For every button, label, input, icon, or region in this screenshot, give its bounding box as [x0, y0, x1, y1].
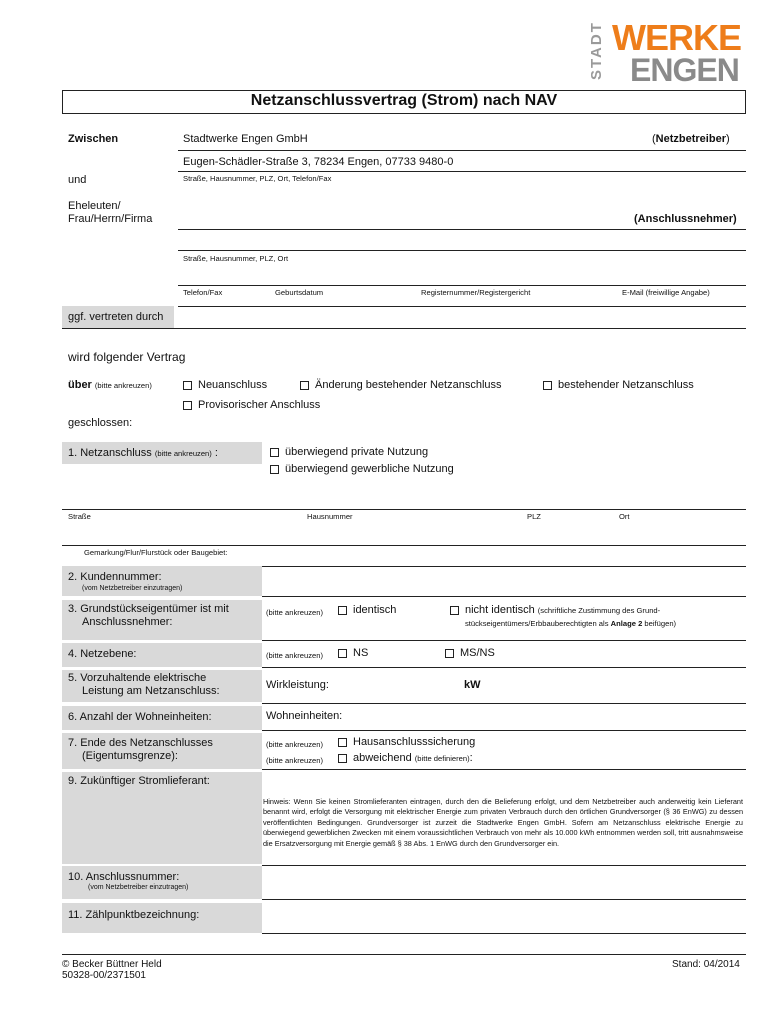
row4-label: 4. Netzebene:: [68, 648, 137, 660]
zwischen-label: Zwischen: [68, 133, 119, 145]
row10-label: 10. Anschlussnummer:: [68, 871, 180, 883]
row3-label-b: Anschlussnehmer:: [82, 616, 173, 628]
row2-label: 2. Kundennummer:: [68, 571, 162, 583]
wirkleistung-label: Wirkleistung:: [266, 679, 329, 691]
caption-email: E-Mail (freiwillige Angabe): [622, 288, 710, 297]
row3-label-a: 3. Grundstückseigentümer ist mit: [68, 603, 229, 615]
checkbox-identisch[interactable]: [338, 606, 347, 615]
row7-label-a: 7. Ende des Netzanschlusses: [68, 737, 213, 749]
hinweis-text: Hinweis: Wenn Sie keinen Stromlieferanten eintragen, durch den die Belieferung erfolgt, und dem Netzbetreiber auch anderweitig kein Lieferant benannt wird, erfolgt die Versorgung mit elektrischer Energie zum privaten Verbrauch durch den örtlichen Grundversorger (§ 36 EnWG) zu dessen veröffentlichten Bedingungen. Grundversorger ist zurzeit die Stadtwerke Engen GmbH. Sofern am Netzanschluss elektrische Energie zu überwiegend gewerblichen Zwecken mit einem voraussichtlichen Verbrauch von mehr als 10.000 kWh entnommen werden soll, tritt ausnahmsweise die Ersatzversorgung mit Energie gemäß § 38 Abs. 1 EnWG durch den Grundversorger ein.: [263, 797, 743, 848]
row5-label-b: Leistung am Netzanschluss:: [82, 685, 220, 697]
anschlussnehmer-role: (Anschlussnehmer): [634, 213, 737, 225]
checkbox-abweichend[interactable]: [338, 754, 347, 763]
checkbox-gewerblich[interactable]: [270, 465, 279, 474]
footer-stand: Stand: 04/2014: [672, 959, 740, 970]
und-label: und: [68, 174, 87, 186]
title-box: [62, 90, 746, 114]
opt-nicht-identisch: nicht identisch (schriftliche Zustimmung des Grund-: [465, 604, 661, 616]
logo-stadt: STADT: [588, 21, 605, 80]
kw-unit: kW: [464, 679, 481, 691]
address-field[interactable]: [62, 509, 746, 510]
anschlussnehmer-name-field[interactable]: [178, 229, 746, 230]
opt-hausanschluss: Hausanschlusssicherung: [353, 736, 476, 748]
ueber-label: über (bitte ankreuzen): [68, 379, 152, 391]
logo-engen: ENGEN: [630, 52, 739, 88]
row3-hint: (bitte ankreuzen): [266, 608, 323, 617]
footer-docnum: 50328-00/2371501: [62, 970, 146, 981]
caption-geburtsdatum: Geburtsdatum: [275, 288, 324, 297]
opt-gewerblich: überwiegend gewerbliche Nutzung: [285, 463, 454, 475]
cap-strasse: Straße: [68, 512, 91, 521]
row4-hint: (bitte ankreuzen): [266, 651, 323, 660]
gemarkung-field[interactable]: [62, 545, 746, 546]
checkbox-provisorisch[interactable]: [183, 401, 192, 410]
zaehlpunkt-field[interactable]: [264, 901, 744, 931]
checkbox-aenderung[interactable]: [300, 381, 309, 390]
anschlussnehmer-address-field[interactable]: [178, 250, 746, 251]
row9-label: 9. Zukünftiger Stromlieferant:: [68, 775, 210, 787]
cap-ort: Ort: [619, 512, 630, 521]
checkbox-msns[interactable]: [445, 649, 454, 658]
row10-sub: (vom Netzbetreiber einzutragen): [88, 884, 189, 891]
row7-label-b: (Eigentumsgrenze):: [82, 750, 178, 762]
anschlussnehmer-address-caption: Straße, Hausnummer, PLZ, Ort: [183, 254, 289, 263]
logo-werke: WERKE: [612, 17, 741, 58]
caption-telefon: Telefon/Fax: [183, 288, 223, 297]
vertreten-field[interactable]: [62, 328, 746, 329]
netzbetreiber-address: Eugen-Schädler-Straße 3, 78234 Engen, 07733 9480-0: [183, 156, 454, 168]
netzbetreiber-role: (Netzbetreiber): [652, 133, 730, 145]
footer-copyright: © Becker Büttner Held: [62, 959, 162, 970]
address-caption: Straße, Hausnummer, PLZ, Ort, Telefon/Fax: [183, 174, 332, 183]
row2-sub: (vom Netzbetreiber einzutragen): [82, 585, 183, 592]
row5-label-a: 5. Vorzuhaltende elektrische: [68, 672, 207, 684]
opt-identisch: identisch: [353, 604, 397, 616]
checkbox-hausanschluss[interactable]: [338, 738, 347, 747]
row7-hint2: (bitte ankreuzen): [266, 756, 323, 765]
row6-label: 6. Anzahl der Wohneinheiten:: [68, 711, 212, 723]
wohneinheiten-label: Wohneinheiten:: [266, 710, 343, 722]
kundennummer-field[interactable]: [264, 568, 744, 594]
opt-provisorisch: Provisorischer Anschluss: [198, 399, 321, 411]
vertreten-label: ggf. vertreten durch: [68, 311, 164, 323]
caption-register: Registernummer/Registergericht: [421, 288, 531, 297]
footer-divider: [62, 954, 746, 955]
anschlussnummer-field[interactable]: [264, 867, 744, 897]
contract-intro: wird folgender Vertrag: [68, 350, 186, 364]
eheleute-label: Eheleuten/: [68, 200, 121, 212]
contact-field[interactable]: [178, 285, 746, 286]
opt-msns: MS/NS: [460, 647, 495, 659]
checkbox-neuanschluss[interactable]: [183, 381, 192, 390]
row11-label: 11. Zählpunktbezeichnung:: [68, 909, 200, 921]
page-title: Netzanschlussvertrag (Strom) nach NAV: [250, 92, 558, 109]
opt-neuanschluss: Neuanschluss: [198, 379, 268, 391]
checkbox-ns[interactable]: [338, 649, 347, 658]
opt-abweichend: abweichend (bitte definieren):: [353, 752, 473, 764]
cap-gemarkung: Gemarkung/Flur/Flurstück oder Baugebiet:: [84, 548, 228, 557]
opt-aenderung: Änderung bestehender Netzanschluss: [315, 379, 502, 391]
netzbetreiber-name: Stadtwerke Engen GmbH: [183, 133, 308, 145]
geschlossen-label: geschlossen:: [68, 417, 133, 429]
checkbox-nicht-identisch[interactable]: [450, 606, 459, 615]
row7-hint1: (bitte ankreuzen): [266, 740, 323, 749]
section1-label: 1. Netzanschluss (bitte ankreuzen) :: [68, 447, 218, 459]
frau-herrn-label: Frau/Herrn/Firma: [68, 213, 153, 225]
checkbox-privat[interactable]: [270, 448, 279, 457]
opt-bestehend: bestehender Netzanschluss: [558, 379, 694, 391]
opt-privat: überwiegend private Nutzung: [285, 446, 429, 458]
cap-hausnummer: Hausnummer: [307, 512, 353, 521]
cap-plz: PLZ: [527, 512, 541, 521]
row3-note: stückseigentümers/Erbbauberechtigten als Anlage 2 beifügen): [465, 619, 677, 628]
opt-ns: NS: [353, 647, 369, 659]
checkbox-bestehend[interactable]: [543, 381, 552, 390]
